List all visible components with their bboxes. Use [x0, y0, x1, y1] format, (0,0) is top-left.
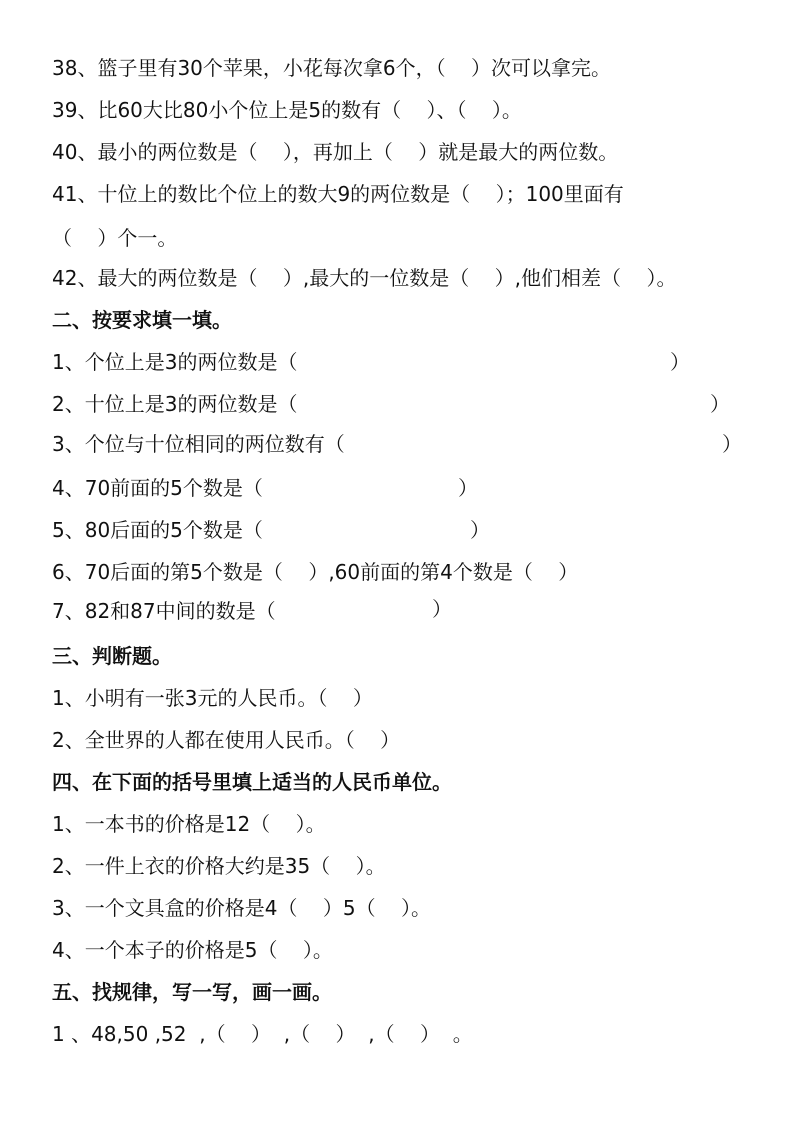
section-two-q2-close: ） [710, 392, 730, 416]
section-four-q2: 2、一件上衣的价格大约是35（ ）。 [52, 854, 386, 878]
section-two-q4-close: ） [458, 476, 478, 500]
section-four-q1: 1、一本书的价格是12（ ）。 [52, 812, 326, 836]
section-two-q1: 1、个位上是3的两位数是（ [52, 350, 298, 374]
section-two-q5-close: ） [470, 518, 490, 542]
question-41-line1: 41、十位上的数比个位上的数大9的两位数是（ ）；100里面有 [52, 182, 624, 206]
section-two-q7: 7、82和87中间的数是（ [52, 599, 276, 623]
section-two-q3-close: ） [722, 432, 742, 456]
question-42: 42、最大的两位数是（ ）,最大的一位数是（ ）,他们相差（ ）。 [52, 266, 677, 290]
section-two-q3: 3、个位与十位相同的两位数有（ [52, 432, 345, 456]
section-five-title: 五、找规律，写一写，画一画。 [52, 980, 332, 1004]
section-four-q3: 3、一个文具盒的价格是4（ ）5（ ）。 [52, 896, 432, 920]
question-39: 39、比60大比80小个位上是5的数有（ ）、（ ）。 [52, 98, 522, 122]
section-two-q4: 4、70前面的5个数是（ [52, 476, 263, 500]
section-five-q1: 1 、48,50 ,52 ,（ ） ,（ ） ,（ ） 。 [52, 1022, 473, 1046]
section-four-title: 四、在下面的括号里填上适当的人民币单位。 [52, 770, 452, 794]
section-four-q4: 4、一个本子的价格是5（ ）。 [52, 938, 333, 962]
question-40: 40、最小的两位数是（ ），再加上（ ）就是最大的两位数。 [52, 140, 619, 164]
question-41-line2: （ ）个一。 [52, 226, 178, 250]
section-two-title: 二、按要求填一填。 [52, 308, 232, 332]
section-three-title: 三、判断题。 [52, 644, 172, 668]
section-two-q7-close: ） [432, 597, 452, 621]
question-38: 38、篮子里有30个苹果，小花每次拿6个，（ ）次可以拿完。 [52, 56, 612, 80]
section-two-q6: 6、70后面的第5个数是（ ）,60前面的第4个数是（ ） [52, 560, 579, 584]
section-three-q1: 1、小明有一张3元的人民币。（ ） [52, 686, 373, 710]
section-two-q2: 2、十位上是3的两位数是（ [52, 392, 298, 416]
section-two-q5: 5、80后面的5个数是（ [52, 518, 263, 542]
section-two-q1-close: ） [670, 350, 690, 374]
section-three-q2: 2、全世界的人都在使用人民币。（ ） [52, 728, 401, 752]
